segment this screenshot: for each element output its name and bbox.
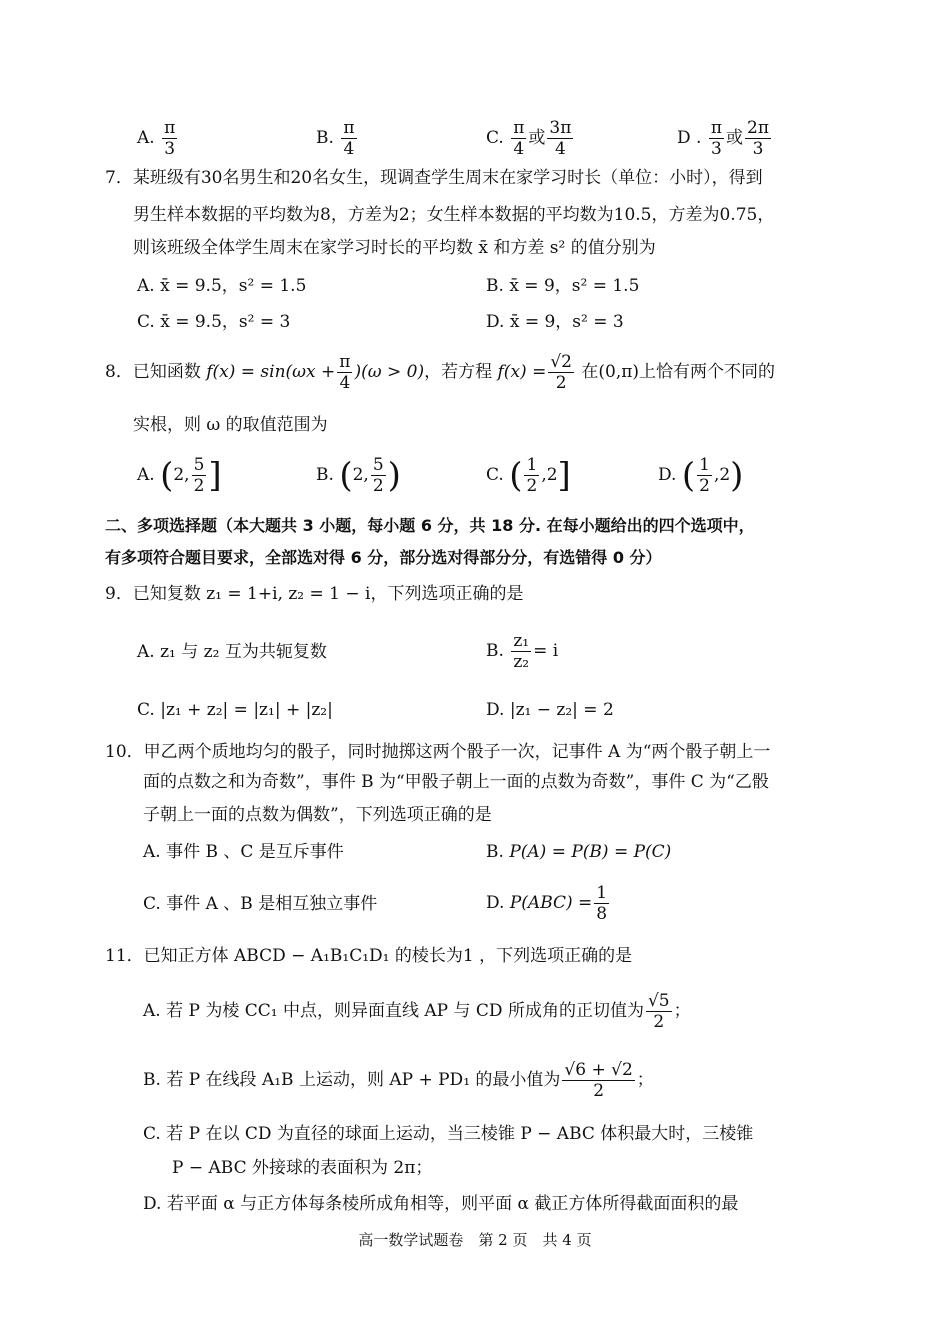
q10-option-d: D. P(ABC) = $\frac{1}{8}$: [486, 883, 608, 924]
q7-stem-line-3: 则该班级全体学生周末在家学习时长的平均数 x̄ 和方差 s² 的值分别为: [133, 238, 656, 258]
q7-option-d: D. x̄ = 9，s² = 3: [486, 312, 624, 332]
q11-option-d: D. 若平面 α 与正方体每条棱所成角相等，则平面 α 截正方体所得截面面积的最: [143, 1194, 739, 1214]
q10-option-b: B. P(A) = P(B) = P(C): [486, 842, 672, 862]
q8-root2-over-2: $\frac{√2}{2}$: [550, 352, 572, 393]
q8-stem-line-1: 8．已知函数 f(x) = sin(ωx + $\frac{\pi}{4}$ )(ω > 0)，若方程 f(x) = $\frac{√2}{2}$ 在(0,π)上恰有两个不同的: [105, 352, 776, 393]
q11-option-b: B. 若 P 在线段 A₁B 上运动，则 AP + PD₁ 的最小值为 $\frac{√6 + √2}{2}$ ；: [143, 1060, 654, 1101]
q11-option-c-line-2: P − ABC 外接球的表面积为 2π；: [172, 1158, 433, 1178]
q10-d-fraction: $\frac{1}{8}$: [596, 883, 608, 924]
section2-heading-line-1: 二、多项选择题（本大题共 3 小题，每小题 6 分，共 18 分. 在每小题给出的四个选项中，: [105, 516, 755, 535]
q6-b-fraction: $\frac{\pi}{4}$: [343, 118, 355, 159]
q10-stem-line-2: 面的点数之和为奇数”，事件 B 为“甲骰子朝上一面的点数为奇数”，事件 C 为“乙骰: [143, 772, 769, 792]
q6-option-b: B. $\frac{\pi}{4}$: [316, 118, 355, 159]
q10-stem-line-3: 子朝上一面的点数为偶数”，下列选项正确的是: [143, 805, 492, 825]
q8-d-fraction: $\frac{1}{2}$: [699, 455, 710, 496]
q9-option-a: A. z₁ 与 z₂ 互为共轭复数: [137, 642, 327, 662]
q6-c-fraction-1: $\frac{\pi}{4}$: [513, 118, 525, 159]
q8-b-fraction: $\frac{5}{2}$: [372, 455, 384, 496]
page-footer: 高一数学试题卷 第 2 页 共 4 页: [358, 1231, 592, 1249]
q7-option-c: C. x̄ = 9.5，s² = 3: [137, 312, 291, 332]
q11-a-fraction: $\frac{√5}{2}$: [647, 991, 670, 1032]
q9-b-fraction: $\frac{\text{z₁}}{\text{z₂}}$: [513, 631, 530, 672]
q10-option-c: C. 事件 A 、B 是相互独立事件: [143, 894, 378, 914]
q7-stem-line-2: 男生样本数据的平均数为8，方差为2；女生样本数据的平均数为10.5，方差为0.75，: [133, 205, 775, 225]
q8-option-b: B. (2, $\frac{5}{2}$ ): [316, 455, 401, 496]
q9-option-b: B. $\frac{\text{z₁}}{\text{z₂}}$ = i: [486, 631, 559, 672]
q9-option-c: C. |z₁ + z₂| = |z₁| + |z₂|: [137, 700, 333, 720]
q8-c-fraction: $\frac{1}{2}$: [526, 455, 538, 496]
q6-a-fraction: $\frac{\pi}{3}$: [164, 118, 176, 159]
q10-stem-line-1: 10．甲乙两个质地均匀的骰子，同时抛掷这两个骰子一次，记事件 A 为“两个骰子朝上一: [105, 742, 771, 762]
q7-option-b: B. x̄ = 9，s² = 1.5: [486, 276, 640, 296]
q8-option-a: A. (2, $\frac{5}{2}$ ]: [137, 455, 222, 496]
q6-option-d: D . $\frac{\pi}{3}$ 或 $\frac{2\pi}{3}$: [677, 118, 770, 159]
q8-pi-over-4: $\frac{\pi}{4}$: [339, 352, 351, 393]
q8-option-d: D. ( $\frac{1}{2}$ ,2): [658, 455, 744, 496]
q6-d-fraction-2: $\frac{2\pi}{3}$: [747, 118, 770, 159]
q8-option-c: C. ( $\frac{1}{2}$ ,2]: [486, 455, 571, 496]
q11-option-c: C. 若 P 在以 CD 为直径的球面上运动，当三棱锥 P − ABC 体积最大时，三棱锥: [143, 1124, 754, 1144]
q9-option-d: D. |z₁ − z₂| = 2: [486, 700, 614, 720]
q8-a-fraction: $\frac{5}{2}$: [193, 455, 205, 496]
q11-b-fraction: $\frac{√6 + √2}{2}$: [564, 1060, 633, 1101]
q6-option-a: A. $\frac{\pi}{3}$: [137, 118, 176, 159]
q8-stem-line-2: 实根，则 ω 的取值范围为: [133, 415, 328, 435]
q6-c-fraction-2: $\frac{3\pi}{4}$: [549, 118, 572, 159]
q9-stem: 9．已知复数 z₁ = 1+i, z₂ = 1 − i，下列选项正确的是: [105, 584, 524, 604]
q11-stem: 11．已知正方体 ABCD − A₁B₁C₁D₁ 的棱长为1 ，下列选项正确的是: [105, 946, 633, 966]
q11-option-a: A. 若 P 为棱 CC₁ 中点，则异面直线 AP 与 CD 所成角的正切值为 $\frac{√5}{2}$ ；: [143, 991, 691, 1032]
section2-heading-line-2: 有多项符合题目要求，全部选对得 6 分，部分选对得部分分，有选错得 0 分）: [105, 548, 662, 567]
q7-option-a: A. x̄ = 9.5，s² = 1.5: [137, 276, 307, 296]
q10-option-a: A. 事件 B 、C 是互斥事件: [143, 842, 344, 862]
q6-d-fraction-1: $\frac{\pi}{3}$: [710, 118, 723, 159]
q7-stem-line-1: 7．某班级有30名男生和20名女生，现调查学生周末在家学习时长（单位：小时），得到: [105, 168, 763, 188]
q6-option-c: C. $\frac{\pi}{4}$ 或 $\frac{3\pi}{4}$: [486, 118, 572, 159]
